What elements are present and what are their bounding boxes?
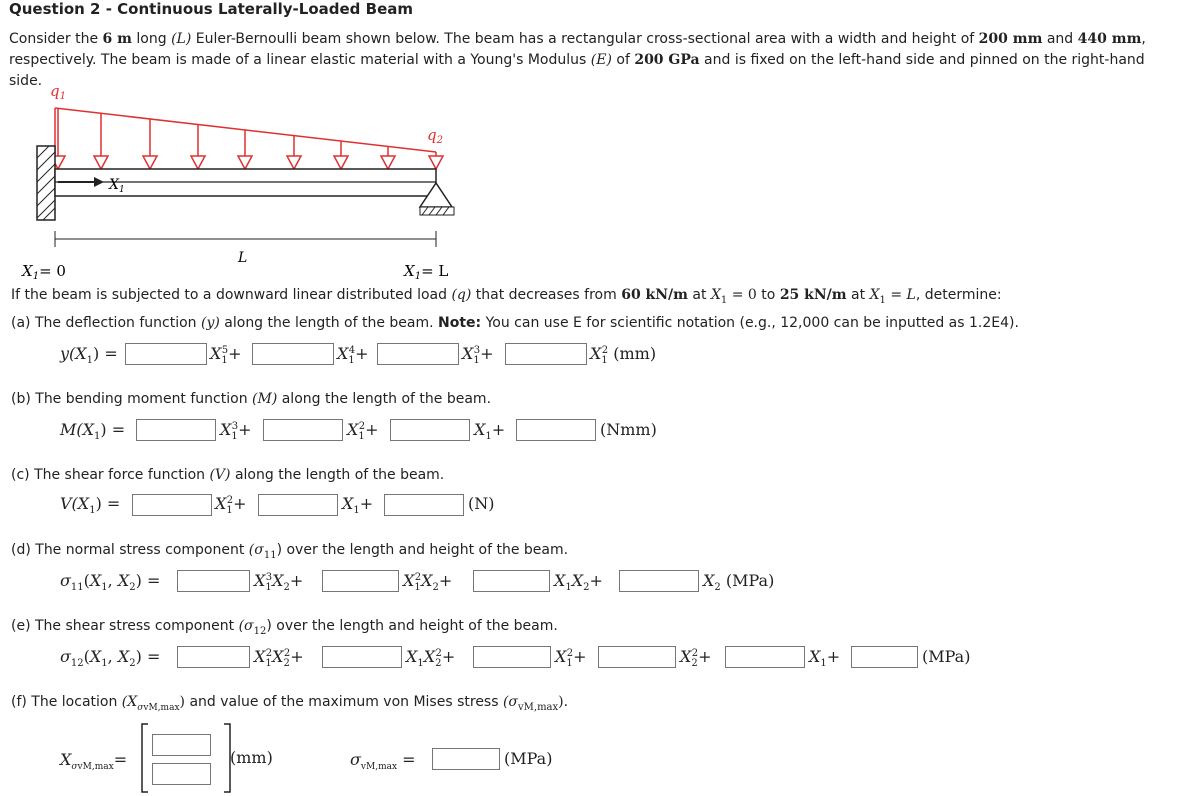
part-c-label: (c) The shear force function (V) along the length of the beam. (11, 467, 445, 483)
f-stress-lhs: $\sigma_{vM,max}$ = (350, 750, 416, 773)
load-arrow-head (334, 156, 348, 169)
part-c-lhs: $V(X_1)$ = (60, 494, 121, 517)
a-coef-x2-input[interactable] (505, 343, 587, 365)
load-arrow-head (238, 156, 252, 169)
f-location-x2-input[interactable] (152, 763, 211, 785)
b-term-x1: $X_1+$ (474, 420, 506, 443)
f-location-x1-input[interactable] (152, 734, 211, 756)
part-f-label: (f) The location $(X_{\sigma vM,max})$ and value of the maximum von Mises stress $(\sigma_{vM,max})$. (11, 694, 569, 713)
x1-axis-label: $X_1$ (109, 177, 125, 195)
d-coef-x13x2-input[interactable] (177, 570, 250, 592)
a-coef-x4-input[interactable] (252, 343, 334, 365)
f-stress-input[interactable] (432, 748, 500, 770)
e-term-x1: $X_1+$ (809, 647, 841, 670)
end-label: $X_1= L$ (404, 262, 449, 282)
load-arrow-head (143, 156, 157, 169)
d-term-x13x2: $X_1^3X_2+$ (254, 571, 304, 594)
d-coef-x12x2-input[interactable] (322, 570, 399, 592)
e-coef-x1x22-input[interactable] (322, 646, 402, 668)
load-arrow-head (381, 156, 395, 169)
part-d-lhs: $\sigma_{11}(X_1$, $X_2$) = (60, 571, 161, 594)
c-units: (N) (468, 494, 495, 513)
a-term-x2: $X_1^2$ (mm) (590, 344, 657, 367)
e-coef-x12-input[interactable] (473, 646, 551, 668)
e-coef-x12x22-input[interactable] (177, 646, 250, 668)
load-arrow-head (94, 156, 108, 169)
d-term-x1x2: $X_1X_2+$ (554, 571, 603, 594)
a-term-x3: $X_1^3+$ (462, 344, 494, 367)
e-term-x12x22: $X_1^2X_2^2+$ (254, 647, 304, 670)
load-arrow-head (287, 156, 301, 169)
c-coef-x1-input[interactable] (258, 494, 338, 516)
f-location-lhs: $X_{\sigma vM,max}=$ (60, 750, 128, 773)
q2-label: $q_2$ (427, 126, 443, 146)
b-coef-x1-input[interactable] (390, 419, 470, 441)
b-term-x2: $X_1^2+$ (347, 420, 379, 443)
c-term-x1: $X_1+$ (342, 494, 374, 517)
a-term-x4: $X_1^4+$ (337, 344, 369, 367)
load-arrow-head (191, 156, 205, 169)
part-d-label: (d) The normal stress component $(\sigma_{11})$ over the length and height of the beam. (11, 542, 569, 561)
part-b-lhs: $M(X_1)$ = (60, 420, 126, 443)
part-e-label: (e) The shear stress component $(\sigma_{12})$ over the length and height of the beam. (11, 618, 558, 637)
question-title: Question 2 - Continuous Laterally-Loaded Beam (9, 0, 413, 18)
b-coef-x2-input[interactable] (263, 419, 343, 441)
d-term-x12x2: $X_1^2X_2+$ (403, 571, 453, 594)
e-term-x1x22: $X_1X_2^2+$ (406, 647, 456, 670)
c-coef-x2-input[interactable] (132, 494, 212, 516)
b-units: (Nmm) (600, 420, 657, 439)
f-location-units: (mm) (230, 748, 273, 767)
e-term-x22: $X_2^2+$ (680, 647, 712, 670)
q1-label: $q_1$ (50, 82, 66, 102)
part-a-lhs: $y(X_1)$ = (60, 344, 118, 367)
load-arrow-head (429, 156, 443, 169)
e-coef-x1-input[interactable] (725, 646, 805, 668)
part-b-label: (b) The bending moment function (M) along the length of the beam. (11, 391, 492, 407)
a-coef-x3-input[interactable] (377, 343, 459, 365)
a-coef-x5-input[interactable] (125, 343, 207, 365)
c-term-x2: $X_1^2+$ (215, 494, 247, 517)
d-units: $X_2$ (MPa) (703, 571, 775, 594)
b-coef-x3-input[interactable] (136, 419, 216, 441)
question-intro: Consider the 6 m long (L) Euler-Bernoulli beam shown below. The beam has a rectangular cross-sectional area with a width and height of 200 mm and 440 mm, respectively. The beam is made of a linear elastic material with a Young's Modulus (E) of 200 GPa and is fixed on the left-hand side and pinned on the right-hand side. (9, 31, 1146, 89)
c-coef-const-input[interactable] (384, 494, 464, 516)
e-term-x12: $X_1^2+$ (555, 647, 587, 670)
e-coef-const-input[interactable] (851, 646, 918, 668)
part-a-label: (a) The deflection function (y) along the length of the beam. Note: You can use E for scientific notation (e.g., 12,000 can be inputted as 1.2E4). (11, 315, 1019, 331)
load-description: If the beam is subjected to a downward linear distributed load (q) that decreases from 60 kN/m at $X_1 = 0$ to 25 kN/m at $X_1 = L$, determine: (11, 287, 1002, 306)
e-units: (MPa) (922, 647, 971, 666)
d-coef-x2-input[interactable] (619, 570, 699, 592)
beam-diagram (0, 76, 480, 286)
a-term-x5: $X_1^5+$ (210, 344, 242, 367)
d-coef-x1x2-input[interactable] (473, 570, 550, 592)
b-term-x3: $X_1^3+$ (220, 420, 252, 443)
f-stress-units: (MPa) (504, 749, 553, 768)
b-coef-const-input[interactable] (516, 419, 596, 441)
part-e-lhs: $\sigma_{12}(X_1$, $X_2$) = (60, 647, 161, 670)
start-label: $X_1= 0$ (22, 262, 66, 282)
length-label: L (238, 250, 248, 266)
load-arrows (51, 108, 443, 169)
e-coef-x22-input[interactable] (598, 646, 676, 668)
